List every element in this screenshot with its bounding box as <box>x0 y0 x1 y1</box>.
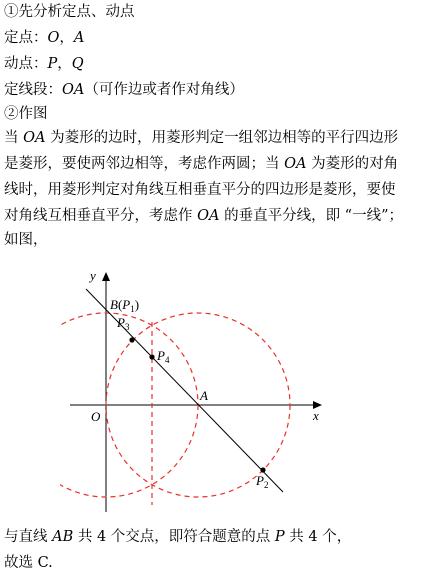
p3-letter: P <box>117 315 125 330</box>
p3-subscript: 3 <box>124 322 130 332</box>
text-span: 的垂直平分线，即 “一线”； <box>219 208 404 224</box>
p1-subscript: 1 <box>130 304 135 314</box>
text-span: 共 4 个， <box>284 529 352 545</box>
point-a: A <box>73 30 85 46</box>
fixed-segment-label: 定线段： <box>4 82 62 98</box>
p2-letter: P <box>256 473 264 488</box>
text-span: 是菱形，要使两邻边相等，考虑作两圆；当 <box>4 156 285 172</box>
point-p3 <box>129 337 134 342</box>
point-p4 <box>149 354 154 359</box>
segment-note: （可作边或者作对角线） <box>84 82 244 98</box>
y-axis-arrow <box>102 272 110 281</box>
segment-oa: OA <box>62 82 85 98</box>
line-10 <box>4 230 48 250</box>
step-1-text: ①先分析定点、动点 <box>4 4 135 20</box>
p2-subscript: 2 <box>263 480 269 490</box>
comma: ， <box>59 30 74 46</box>
text-span: 与直线 <box>4 529 53 545</box>
step-2-text: ②作图 <box>4 106 48 122</box>
point-p: P <box>47 56 58 72</box>
point-p4-label <box>156 348 170 365</box>
text-span: 当 <box>4 130 24 146</box>
b-paren-open: ( <box>117 297 123 312</box>
line-5 <box>4 104 48 124</box>
fixed-points-label: 定点： <box>4 30 48 46</box>
x-axis-label: x <box>313 408 319 423</box>
line-1 <box>4 2 135 22</box>
point-q: Q <box>71 56 84 72</box>
geometry-figure <box>60 262 350 512</box>
line-7 <box>4 154 398 174</box>
point-a-label: A <box>200 388 208 403</box>
line-6 <box>4 128 398 148</box>
b-paren-close: ) <box>134 297 140 312</box>
segment-oa: OA <box>197 208 220 224</box>
origin-label: O <box>91 409 101 424</box>
line-ab <box>86 289 283 492</box>
p4-subscript: 4 <box>164 355 170 365</box>
point-b-label <box>110 297 139 314</box>
p1-letter: P <box>122 297 131 312</box>
line-9 <box>4 206 403 226</box>
point-p-ref: P <box>274 529 285 545</box>
segment-oa: OA <box>23 130 46 146</box>
line-11 <box>4 527 351 547</box>
moving-points-label: 动点： <box>4 56 48 72</box>
y-axis-label: y <box>90 268 96 283</box>
segment-oa: OA <box>284 156 307 172</box>
point-p3-label <box>116 315 130 332</box>
comma: ， <box>57 56 72 72</box>
p4-letter: P <box>157 348 165 363</box>
text-span: 为菱形的对角 <box>306 156 399 172</box>
point-o: O <box>47 30 60 46</box>
line-12 <box>4 553 53 573</box>
line-3 <box>4 54 84 74</box>
line-4 <box>4 80 244 100</box>
b-letter: B <box>110 297 118 312</box>
text-span: 如图， <box>4 232 48 248</box>
line-ab-ref: AB <box>52 529 74 545</box>
point-p2 <box>260 467 265 472</box>
text-span: 对角线互相垂直平分，考虑作 <box>4 208 198 224</box>
line-2 <box>4 28 84 48</box>
line-8 <box>4 180 396 200</box>
text-span: 线时，用菱形判定对角线互相垂直平分的四边形是菱形，要使 <box>4 182 396 198</box>
text-span: 共 4 个交点，即符合题意的点 <box>73 529 275 545</box>
text-span: 为菱形的边时，用菱形判定一组邻边相等的平行四边形 <box>45 130 399 146</box>
answer-text: 故选 C. <box>4 555 53 571</box>
